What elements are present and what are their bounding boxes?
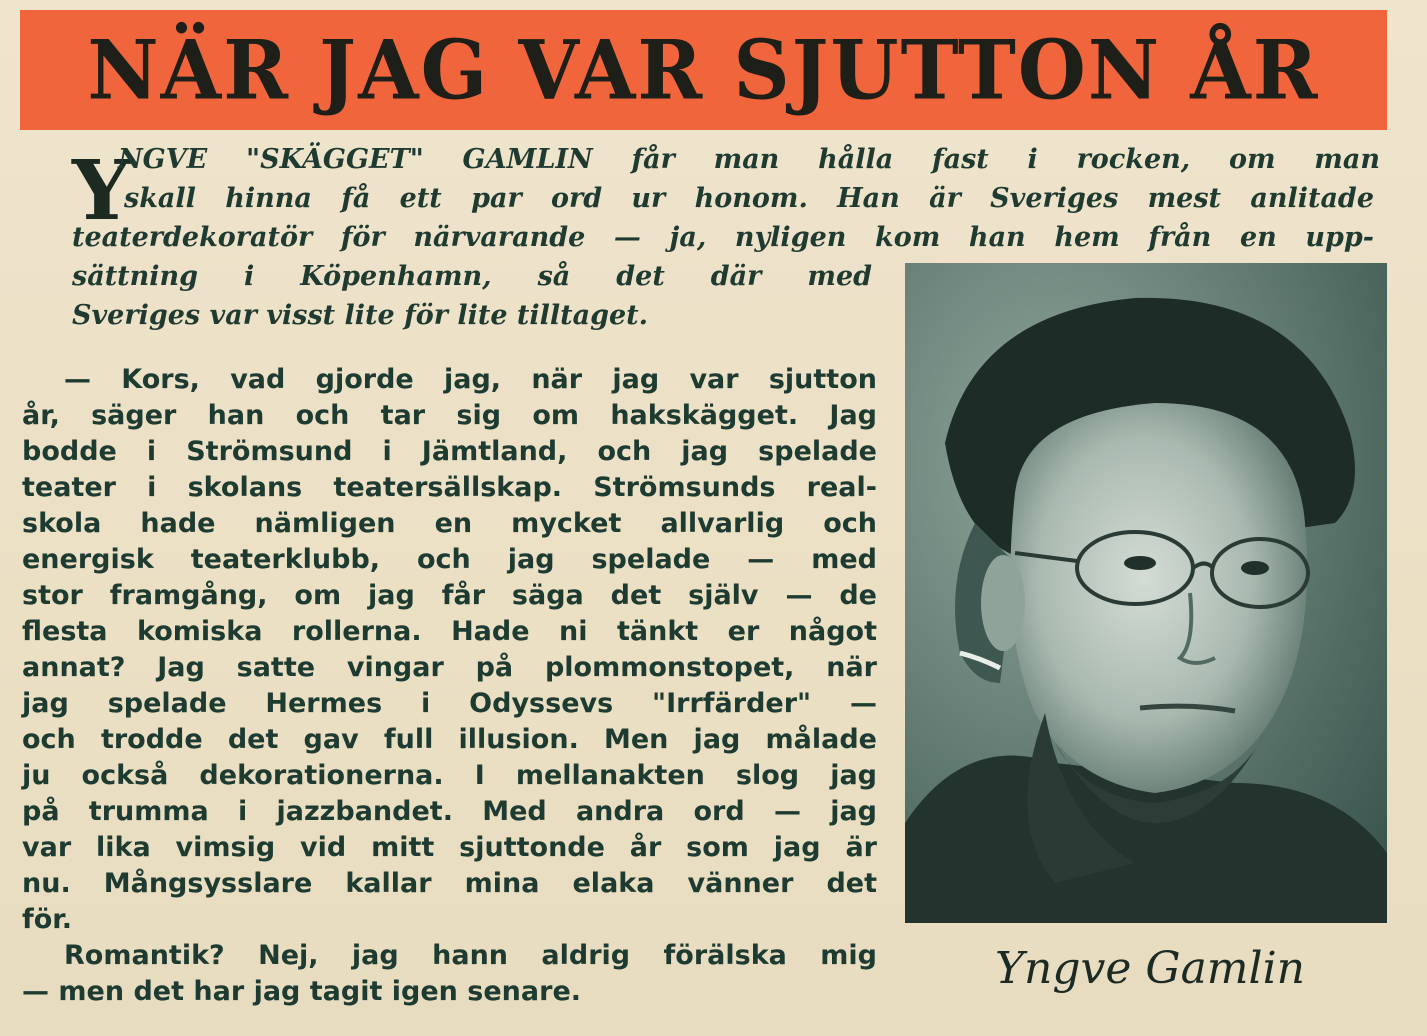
intro-line: sättning i Köpenhamn, så det där med: [72, 261, 872, 292]
intro-line: NGVE "SKÄGGET" GAMLIN får man hålla fast i rocken, om man: [118, 144, 1380, 175]
body-line: stor framgång, om jag får säga det själv — de: [22, 580, 877, 611]
body-line: nu. Mångsysslare kallar mina elaka vänner det: [22, 868, 877, 899]
body-line: flesta komiska rollerna. Hade ni tänkt er något: [22, 616, 877, 647]
body-line: bodde i Strömsund i Jämtland, och jag spelade: [22, 436, 877, 467]
intro-line: skall hinna få ett par ord ur honom. Han är Sveriges mest anlitade: [124, 183, 1374, 214]
drop-cap: Y: [72, 143, 131, 239]
article-body: [22, 362, 877, 1010]
body-line: jag spelade Hermes i Odyssevs "Irrfärder" —: [22, 688, 877, 719]
portrait-photo: [905, 263, 1387, 923]
body-line: på trumma i jazzbandet. Med andra ord — jag: [22, 796, 877, 827]
body-line: skola hade nämligen en mycket allvarlig och: [22, 508, 877, 539]
portrait-illustration: [905, 263, 1387, 923]
intro-line: teaterdekoratör för närvarande — ja, nyligen kom han hem från en upp-: [72, 222, 1374, 253]
body-line: ju också dekorationerna. I mellanakten slog jag: [22, 760, 877, 791]
body-line: — Kors, vad gjorde jag, när jag var sjutton: [64, 364, 877, 395]
headline: NÄR JAG VAR SJUTTON ÅR: [87, 22, 1320, 118]
intro-line: Sveriges var visst lite för lite tilltaget.: [72, 300, 649, 331]
body-line: år, säger han och tar sig om hakskägget. Jag: [22, 400, 877, 431]
body-line: och trodde det gav full illusion. Men jag målade: [22, 724, 877, 755]
body-line: — men det har jag tagit igen senare.: [22, 976, 582, 1007]
body-line: var lika vimsig vid mitt sjuttonde år som jag är: [22, 832, 877, 863]
photo-caption: Yngve Gamlin: [994, 943, 1306, 994]
body-line: annat? Jag satte vingar på plommonstopet, när: [22, 652, 877, 683]
body-line: energisk teaterklubb, och jag spelade — med: [22, 544, 877, 575]
body-line: Romantik? Nej, jag hann aldrig förälska mig: [64, 940, 877, 971]
headline-banner: [20, 10, 1387, 130]
body-line: för.: [22, 904, 73, 935]
body-line: teater i skolans teatersällskap. Strömsunds real-: [22, 472, 877, 503]
